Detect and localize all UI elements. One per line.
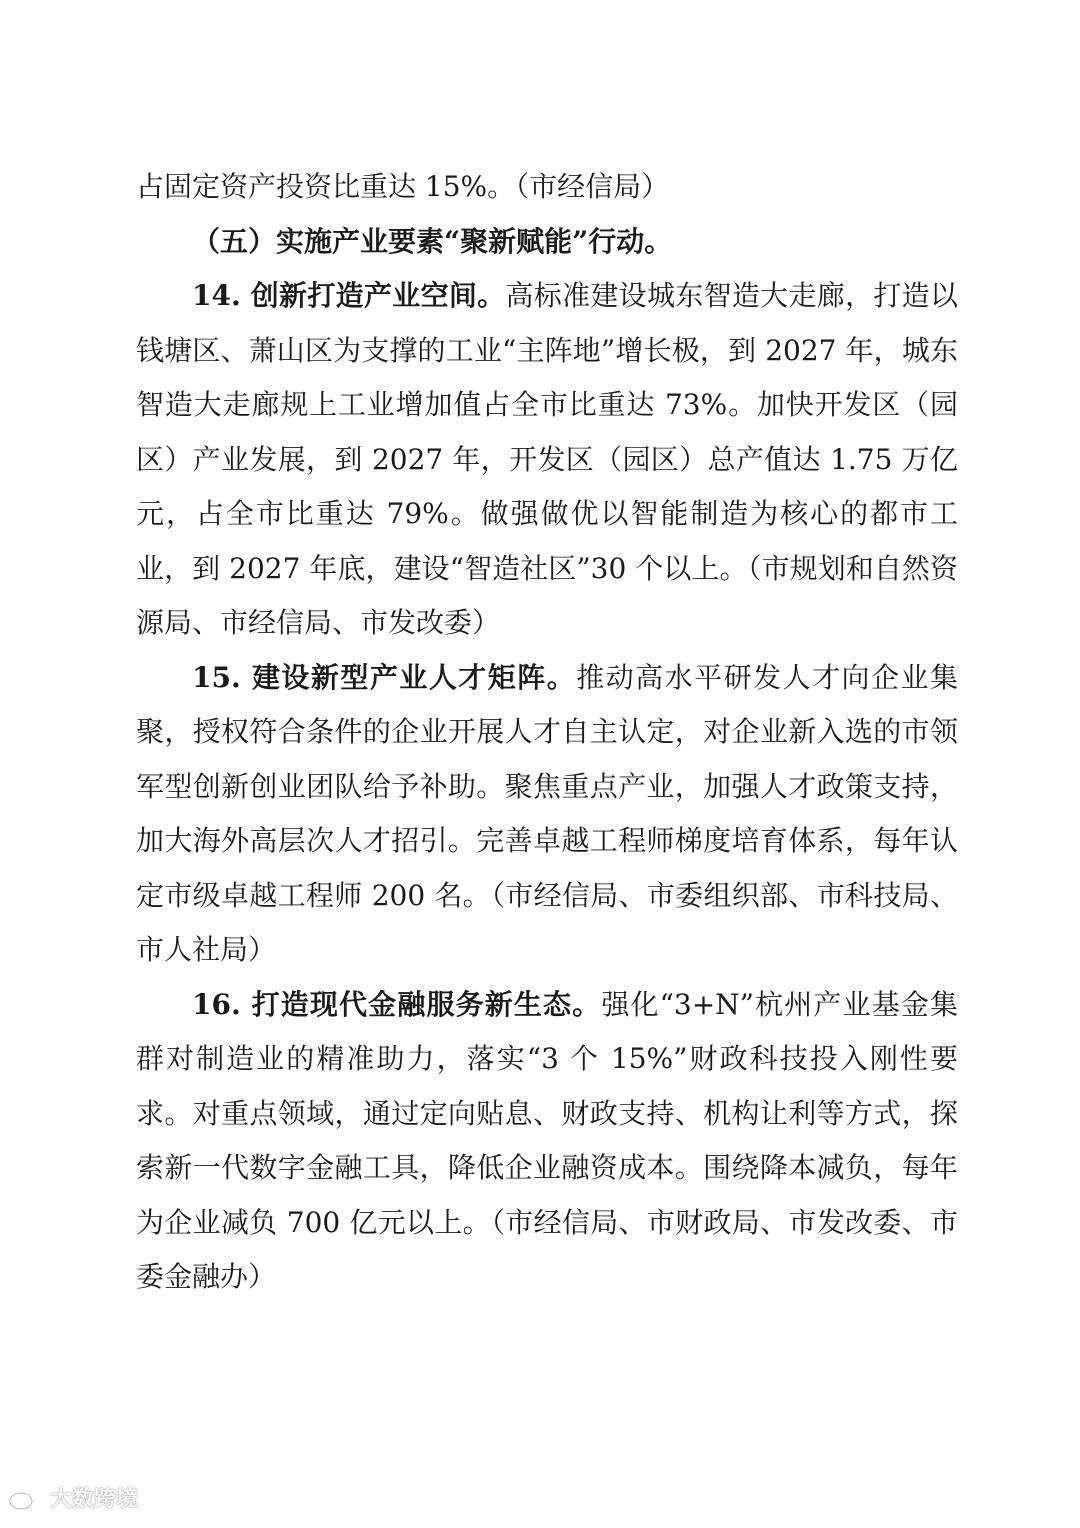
watermark-text: 大数跨境 [50,1487,139,1512]
item-title-15: 15. 建设新型产业人才矩阵。 [192,660,577,694]
item-paragraph-15 [136,651,958,978]
section-heading: （五）实施产业要素“聚新赋能”行动。 [192,224,673,258]
continuation-paragraph: 占固定资产投资比重达 15%。（市经信局） [136,170,670,203]
item-body-15: 推动高水平研发人才向企业集聚，授权符合条件的企业开展人才自主认定，对企业新入选的市领军型创新创业团队给予补助。聚焦重点产业，加强人才政策支持，加大海外高层次人才招引。完善卓越工程师梯度培育体系，每年认定市级卓越工程师 200 名。（市经信局、市委组织部、市科技局、市人社局） [136,660,958,966]
item-title-16: 16. 打造现代金融服务新生态。 [192,987,602,1021]
weibo-logo-icon [8,1485,44,1511]
item-body-14: 高标准建设城东智造大走廊，打造以钱塘区、萧山区为支撑的工业“主阵地”增长极，到 2027 年，城东智造大走廊规上工业增加值占全市比重达 73%。加快开发区（园区）产业发展，到 2027 年，开发区（园区）总产值达 1.75 万亿元，占全市比重达 79%。做强做优以智能制造为核心的都市工业，到 2027 年底，建设“智造社区”30 个以上。（市规划和自然资源局、市经信局、市发改委） [136,279,958,639]
watermark [8,1482,138,1513]
document-page [136,160,958,1305]
item-paragraph-14 [136,269,958,651]
item-paragraph-16 [136,978,958,1305]
item-title-14: 14. 创新打造产业空间。 [192,279,506,312]
item-body-16: 强化“3+N”杭州产业基金集群对制造业的精准助力，落实“3 个 15%”财政科技投入刚性要求。对重点领域，通过定向贴息、财政支持、机构让利等方式，探索新一代数字金融工具，降低企业融资成本。围绕降本减负，每年为企业减负 700 亿元以上。（市经信局、市财政局、市发改委、市委金融办） [136,987,958,1293]
